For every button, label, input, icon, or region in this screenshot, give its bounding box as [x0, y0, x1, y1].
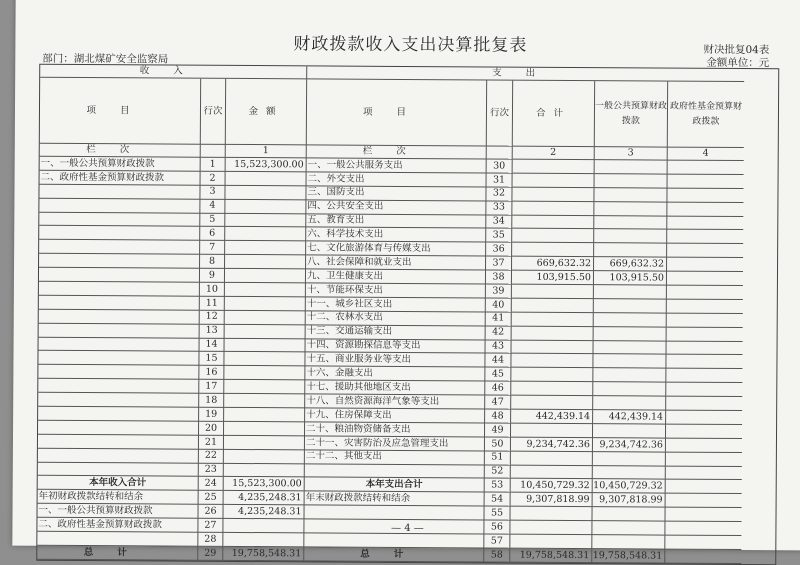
income-amount	[225, 283, 306, 297]
income-line-no: 15	[199, 352, 224, 366]
general-public-amount	[593, 368, 666, 382]
expense-item: 十、节能环保支出	[306, 283, 486, 298]
expense-item-header: 项目	[307, 79, 487, 146]
income-line-no: 13	[200, 324, 225, 338]
income-item: 本年收入合计	[38, 476, 199, 491]
gov-fund-amount	[666, 452, 742, 466]
income-line-no: 23	[199, 463, 224, 477]
general-public-amount	[593, 382, 666, 396]
income-amount-header: 金额	[226, 79, 307, 145]
expense-line-index	[487, 146, 513, 159]
income-amount: 4,235,248.31	[224, 491, 305, 505]
gov-fund-amount	[666, 397, 742, 411]
income-item	[39, 268, 200, 283]
income-line-no: 16	[199, 366, 224, 380]
expense-line-no: 47	[485, 396, 511, 410]
expense-line-no: 51	[485, 451, 511, 465]
income-line-no: 9	[200, 269, 225, 283]
general-public-header: 一般公共预算财政拨款	[595, 81, 668, 147]
general-public-amount: 103,915.50	[594, 271, 667, 285]
gov-fund-amount	[667, 286, 743, 300]
income-item	[39, 185, 200, 200]
gov-fund-amount	[666, 480, 742, 494]
expense-total	[512, 187, 594, 201]
gov-fund-amount	[666, 466, 742, 480]
expense-total	[511, 354, 593, 368]
income-line-no: 25	[199, 491, 224, 505]
expense-total	[511, 451, 593, 465]
gov-fund-amount	[665, 536, 741, 550]
expense-line-no: 44	[485, 354, 511, 368]
income-line-no: 6	[200, 227, 225, 241]
income-item	[39, 296, 200, 311]
expense-total	[512, 215, 594, 229]
income-amount	[224, 366, 305, 380]
income-line-no: 21	[199, 436, 224, 450]
expense-line-no: 50	[485, 437, 511, 451]
expense-item: 十七、援助其他地区支出	[305, 381, 485, 396]
income-amount	[225, 186, 306, 200]
income-item	[38, 421, 199, 436]
gov-fund-amount	[665, 508, 741, 522]
expense-line-no: 36	[486, 243, 512, 257]
expense-header: 支出	[307, 66, 744, 82]
income-line-no: 5	[200, 213, 225, 227]
general-public-amount	[593, 424, 666, 438]
expense-item: 十九、住房保障支出	[305, 408, 485, 423]
income-line-no: 18	[199, 394, 224, 408]
expense-line-no: 56	[484, 521, 510, 535]
income-line-no: 7	[200, 241, 225, 255]
general-public-amount: 10,450,729.32	[593, 480, 666, 494]
income-item	[38, 351, 199, 366]
income-item	[38, 393, 199, 408]
expense-line-no: 53	[485, 479, 511, 493]
gov-fund-amount	[666, 383, 742, 397]
expense-total	[512, 326, 594, 340]
document-title: 财政拨款收入支出决算批复表	[293, 34, 528, 56]
expense-total	[512, 299, 594, 313]
income-item	[39, 282, 200, 297]
income-amount	[224, 436, 305, 450]
income-item	[39, 198, 200, 213]
total-header: 合计	[513, 81, 595, 147]
expense-line-no: 38	[486, 271, 512, 285]
gov-fund-header: 政府性基金预算财政拨款	[668, 82, 744, 148]
income-item: 一、一般公共预算财政拨款	[37, 504, 198, 519]
gov-fund-amount	[667, 327, 743, 341]
expense-total	[511, 465, 593, 479]
expense-total	[512, 340, 594, 354]
income-column-label: 栏次	[40, 144, 201, 158]
income-item: 一、一般公共预算财政拨款	[40, 157, 201, 172]
department-label: 部门：湖北煤矿安全监察局	[42, 52, 169, 66]
gov-fund-amount	[667, 313, 743, 327]
income-item: 年初财政拨款结转和结余	[38, 490, 199, 505]
general-public-amount	[593, 396, 666, 410]
expense-line-no: 55	[484, 507, 510, 521]
expense-item: 年末财政拨款结转和结余	[305, 492, 485, 507]
general-col-number: 3	[595, 147, 668, 160]
income-amount	[224, 450, 305, 464]
income-item: 二、政府性基金预算财政拨款	[37, 518, 198, 533]
income-item: 二、政府性基金预算财政拨款	[40, 171, 201, 186]
income-amount	[225, 311, 306, 325]
gov-fund-amount	[668, 174, 744, 188]
expense-total	[512, 285, 594, 299]
gov-fund-amount	[666, 355, 742, 369]
gov-fund-amount	[666, 369, 742, 383]
income-item	[38, 462, 199, 477]
budget-table	[36, 64, 779, 565]
expense-item: 十八、自然资源海洋气象等支出	[305, 395, 485, 410]
expense-line-no: 39	[486, 284, 512, 298]
expense-line-no: 54	[485, 493, 511, 507]
general-public-amount: 9,307,818.99	[593, 494, 666, 508]
income-item	[38, 435, 199, 450]
income-line-no: 28	[198, 533, 223, 547]
expense-item: 十五、商业服务业等支出	[305, 353, 485, 368]
expense-total	[510, 535, 592, 549]
gov-fund-amount	[666, 424, 742, 438]
total-col-number: 2	[513, 147, 595, 161]
income-line-no: 26	[198, 505, 223, 519]
expense-item	[304, 506, 484, 521]
expense-line-no: 58	[484, 548, 510, 562]
expense-line-no: 32	[486, 187, 512, 201]
gov-fund-amount	[666, 494, 742, 508]
gov-fund-amount	[667, 244, 743, 258]
general-public-amount	[594, 285, 667, 299]
amount-unit-label: 金额单位：元	[706, 56, 770, 70]
general-public-amount	[594, 202, 667, 216]
expense-line-no: 34	[486, 215, 512, 229]
income-item	[38, 365, 199, 380]
general-public-amount: 669,632.32	[594, 257, 667, 271]
gov-fund-amount	[666, 438, 742, 452]
income-amount: 15,523,300.00	[226, 158, 307, 172]
expense-total: 10,450,729.32	[511, 479, 593, 493]
income-line-no: 22	[199, 449, 224, 463]
general-public-amount: 19,758,548.31	[592, 549, 665, 563]
gov-fund-amount	[667, 299, 743, 313]
income-item	[38, 407, 199, 422]
expense-line-header: 行次	[487, 80, 513, 146]
income-line-no: 14	[200, 338, 225, 352]
expense-item: 本年支出合计	[305, 478, 485, 493]
income-line-no: 27	[198, 519, 223, 533]
expense-line-no: 35	[486, 229, 512, 243]
expense-total	[512, 243, 594, 257]
expense-item: 六、科学技术支出	[306, 228, 486, 243]
general-public-amount	[594, 230, 667, 244]
income-item	[38, 448, 199, 463]
income-item	[39, 212, 200, 227]
expense-item: 十三、交通运输支出	[306, 325, 486, 340]
expense-item: 八、社会保障和就业支出	[306, 256, 486, 271]
general-public-amount	[594, 243, 667, 257]
income-line-header: 行次	[201, 79, 226, 145]
expense-total: 19,758,548.31	[510, 549, 592, 563]
income-header: 收入	[40, 65, 307, 80]
income-amount	[225, 338, 306, 352]
income-item	[39, 240, 200, 255]
expense-line-no: 48	[485, 409, 511, 423]
income-line-no: 3	[200, 186, 225, 200]
expense-total	[511, 382, 593, 396]
income-item	[37, 532, 198, 547]
income-amount	[224, 463, 305, 477]
income-line-no: 2	[201, 172, 226, 186]
general-public-amount	[594, 216, 667, 230]
page-number: — 4 —	[391, 522, 424, 535]
general-public-amount	[593, 466, 666, 480]
expense-item: 二十二、其他支出	[305, 450, 485, 465]
expense-item: 十四、资源勘探信息等支出	[306, 339, 486, 354]
expense-total: 9,234,742.36	[511, 437, 593, 451]
income-amount	[225, 200, 306, 214]
expense-item: 十一、城乡社区支出	[306, 297, 486, 312]
income-line-no: 29	[198, 547, 223, 561]
expense-total	[511, 424, 593, 438]
income-line-no: 8	[200, 255, 225, 269]
income-amount	[223, 533, 304, 547]
general-public-amount	[594, 299, 667, 313]
gov-fund-amount	[667, 202, 743, 216]
form-number: 财决批复04表	[703, 43, 770, 57]
expense-line-no: 40	[486, 298, 512, 312]
expense-total	[511, 396, 593, 410]
general-public-amount	[594, 327, 667, 341]
expense-item: 一、一般公共服务支出	[307, 158, 487, 173]
general-public-amount	[592, 535, 665, 549]
general-public-amount	[595, 174, 668, 188]
income-line-no: 17	[199, 380, 224, 394]
expense-total	[512, 312, 594, 326]
general-public-amount	[592, 507, 665, 521]
income-item	[38, 379, 199, 394]
expense-total	[510, 507, 592, 521]
expense-item: 七、文化旅游体育与传媒支出	[306, 242, 486, 257]
expense-item: 十二、农林水支出	[306, 311, 486, 326]
expense-line-no: 42	[486, 326, 512, 340]
general-public-amount: 9,234,742.36	[593, 438, 666, 452]
gov-fund-amount	[667, 258, 743, 272]
income-line-no: 19	[199, 408, 224, 422]
income-line-no: 10	[200, 283, 225, 297]
expense-line-no: 52	[485, 465, 511, 479]
income-line-no: 1	[201, 158, 226, 172]
income-item	[39, 310, 200, 325]
expense-total: 669,632.32	[512, 257, 594, 271]
income-item	[39, 254, 200, 269]
expense-item: 九、卫生健康支出	[306, 269, 486, 284]
income-amount	[225, 213, 306, 227]
income-amount	[224, 408, 305, 422]
income-amount	[224, 422, 305, 436]
expense-line-no: 41	[486, 312, 512, 326]
expense-total: 442,439.14	[511, 410, 593, 424]
expense-total	[513, 174, 595, 188]
gov-fund-amount	[667, 188, 743, 202]
expense-total: 103,915.50	[512, 271, 594, 285]
expense-line-no: 33	[486, 201, 512, 215]
income-col-number: 1	[226, 145, 307, 158]
expense-total	[511, 368, 593, 382]
expense-line-no: 49	[485, 423, 511, 437]
income-amount: 4,235,248.31	[223, 505, 304, 519]
expense-total: 9,307,818.99	[511, 493, 593, 507]
expense-line-no: 30	[487, 159, 513, 173]
gov-fund-amount	[667, 272, 743, 286]
expense-total	[512, 201, 594, 215]
income-amount	[224, 394, 305, 408]
income-amount	[225, 297, 306, 311]
income-line-no: 12	[200, 311, 225, 325]
expense-line-no: 45	[485, 368, 511, 382]
income-line-no: 24	[199, 477, 224, 491]
expense-item: 二、外交支出	[307, 172, 487, 187]
gov-fund-amount	[665, 550, 741, 564]
income-amount	[226, 172, 307, 186]
expense-item: 三、国防支出	[306, 186, 486, 201]
expense-item: 十六、金融支出	[305, 367, 485, 382]
expense-item: 总计	[304, 547, 484, 562]
general-public-amount	[594, 188, 667, 202]
general-public-amount	[593, 452, 666, 466]
income-item	[39, 337, 200, 352]
income-amount	[225, 325, 306, 339]
expense-item: 五、教育支出	[306, 214, 486, 229]
income-item	[39, 226, 200, 241]
income-amount	[225, 269, 306, 283]
expense-total	[513, 160, 595, 174]
general-public-amount	[593, 341, 666, 355]
gov-fund-amount	[666, 411, 742, 425]
income-amount	[225, 241, 306, 255]
income-line-no: 4	[200, 199, 225, 213]
income-amount	[224, 352, 305, 366]
income-amount	[225, 227, 306, 241]
income-line-no: 20	[199, 422, 224, 436]
document-page	[12, 0, 800, 562]
general-public-amount: 442,439.14	[593, 410, 666, 424]
general-public-amount	[593, 355, 666, 369]
general-public-amount	[594, 313, 667, 327]
expense-item	[305, 464, 485, 479]
income-line-no: 11	[200, 297, 225, 311]
expense-total	[512, 229, 594, 243]
expense-item: 四、公共安全支出	[306, 200, 486, 215]
expense-line-no: 46	[485, 382, 511, 396]
general-public-amount	[595, 160, 668, 174]
expense-line-no: 43	[486, 340, 512, 354]
income-amount	[224, 380, 305, 394]
expense-item: 二十、粮油物资储备支出	[305, 422, 485, 437]
income-item: 总计	[37, 546, 198, 561]
gov-fund-amount	[668, 161, 744, 175]
expense-line-no: 57	[484, 535, 510, 549]
income-amount: 15,523,300.00	[224, 477, 305, 491]
expense-column-label: 栏次	[307, 145, 487, 159]
expense-line-no: 37	[486, 257, 512, 271]
fund-col-number: 4	[668, 148, 744, 161]
expense-item	[304, 533, 484, 548]
income-item-header: 项目	[40, 78, 201, 145]
expense-item: 二十一、灾害防治及应急管理支出	[305, 436, 485, 451]
expense-line-no: 31	[487, 173, 513, 187]
gov-fund-amount	[667, 230, 743, 244]
income-amount: 19,758,548.31	[223, 547, 304, 561]
gov-fund-amount	[666, 341, 742, 355]
income-line-index	[201, 145, 226, 158]
gov-fund-amount	[667, 216, 743, 230]
income-amount	[225, 255, 306, 269]
income-item	[39, 323, 200, 338]
